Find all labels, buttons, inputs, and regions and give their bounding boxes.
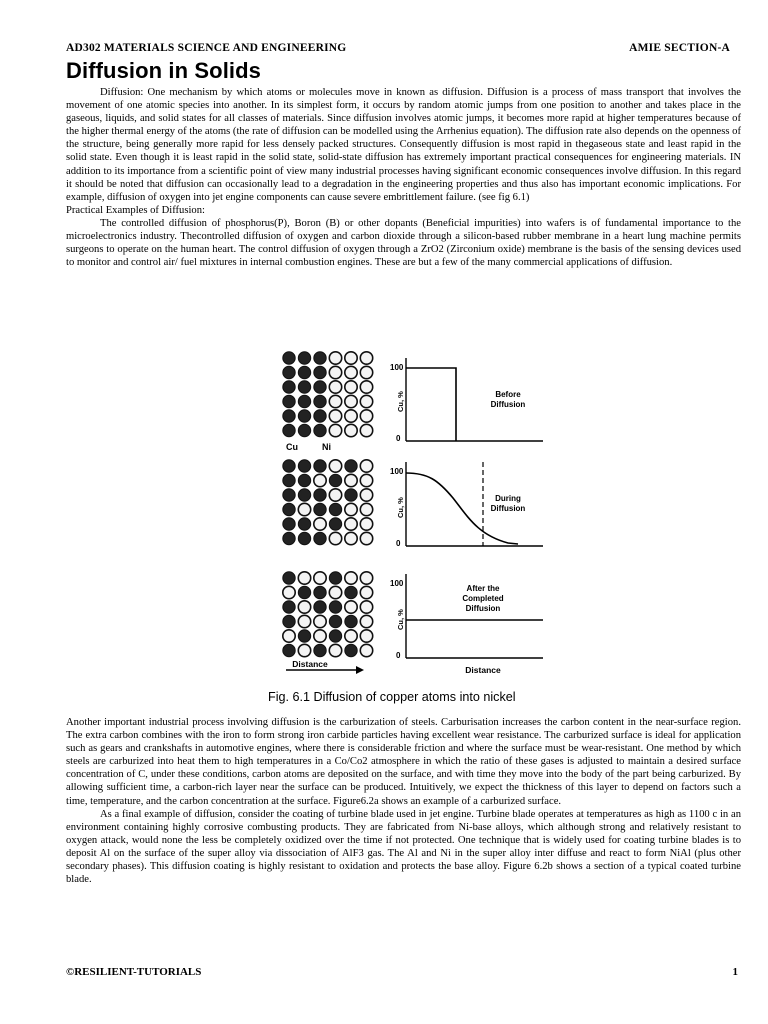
ni-atom bbox=[360, 572, 372, 584]
y-tick-100: 100 bbox=[390, 363, 404, 372]
ni-atom bbox=[329, 532, 341, 544]
ni-atom bbox=[360, 503, 372, 515]
cu-atom bbox=[314, 366, 326, 378]
cu-atom bbox=[314, 586, 326, 598]
cu-atom bbox=[283, 474, 295, 486]
paragraph-carburization: Another important industrial process involving diffusion is the carburization of steels. Carburisation increases the carbon content in the near-surface region. The extra carbon combines with the iron to form strong iron carbide particles having excellent wear resistance. The carburized surface is ideal for application such as gears and crankshafts in automotive engines, where there is considerable friction and where the surface must be wear-resistant. One method by which steels are carburized into heat them to high temperatures in a Co/Co2 atmosphere in which the ratio of these gases is adjusted to maintain a desired surface concentration of C, under these conditions, carbon atoms are deposited on the surface, and with time they move into the body of the part being carburized. By allowing sufficient time, a carbon-rich layer near the surface can be produced. Intuitively, we expect the thickness of this layer to depend on factors such a time, temperature, and the carbon concentration at the surface. Figure6.2a shows an example of a carburized surface. bbox=[66, 717, 741, 807]
cu-atom bbox=[345, 586, 357, 598]
ni-atom bbox=[360, 601, 372, 613]
ni-atom bbox=[345, 630, 357, 642]
cu-atom bbox=[314, 532, 326, 544]
cu-atom bbox=[298, 518, 310, 530]
cu-atom bbox=[345, 489, 357, 501]
ni-atom bbox=[360, 410, 372, 422]
cu-atom bbox=[314, 601, 326, 613]
paragraph-diffusion-definition: Diffusion: One mechanism by which atoms or molecules move in known as diffusion. Diffusion is a process of mass transport that involves the movement of one atomic species into another. In its simplest form, it occurs by random atomic jumps from one position to another and takes place in the gaseous, liquids, and solid states for all classes of materials. Since diffusion involves atomic jumps, it becomes more rapid at higher temperatures because of the higher thermal energy of the atoms (the rate of diffusion can be modelled using the Arrhenius equation). The diffusion rate also depends on the openness of the structure, being generally more rapid for less densely packed structures. Consequently diffusion is most rapid in thegaseous state and least rapid in the solid state. Even though it is least rapid in the solid state, solid-state diffusion has extremely important practical consequences for engineering materials. IN addition to its importance from a scientific point of view many industrial processes having significant economic consequences involve diffusion. In this regard it should be noted that diffusion can occasionally lead to a degradation in the engineering properties and thus also has important economic implications. For example, diffusion of oxygen into jet engine components can cause severe embrittlement failure. (see fig 6.1) bbox=[66, 87, 741, 203]
cu-atom bbox=[329, 474, 341, 486]
cu-atom bbox=[298, 424, 310, 436]
ni-atom bbox=[360, 615, 372, 627]
ni-atom bbox=[329, 352, 341, 364]
ni-atom bbox=[329, 395, 341, 407]
y-axis-label: Cu, % bbox=[396, 497, 405, 518]
ni-atom bbox=[329, 489, 341, 501]
ni-atom bbox=[329, 410, 341, 422]
ni-atom bbox=[298, 615, 310, 627]
course-title: AD302 MATERIALS SCIENCE AND ENGINEERING bbox=[66, 42, 347, 54]
cu-atom bbox=[283, 366, 295, 378]
ni-atom bbox=[360, 489, 372, 501]
page-header bbox=[66, 42, 730, 58]
cu-atom bbox=[314, 410, 326, 422]
ni-atom bbox=[345, 532, 357, 544]
cu-atom bbox=[298, 630, 310, 642]
ni-atom bbox=[345, 395, 357, 407]
ni-atom bbox=[360, 532, 372, 544]
ni-atom bbox=[298, 572, 310, 584]
ni-atom bbox=[283, 630, 295, 642]
cu-atom bbox=[314, 352, 326, 364]
paragraph-turbine-blade: As a final example of diffusion, consider the coating of turbine blade used in jet engine. Turbine blade operates at temperatures as high as 1100 c in an environment containing highly corrosive combusting products. They are fabricated from Ni-base alloys, which although strong and relatively resistant to oxygen attack, would none the less be completely oxidized over the time if not protected. One technique that is widely used for coating turbine blades is to deposit Al on the surface of the super alloy via dissociation of AlF3 gas. The Al and Ni in the super alloy inter diffuse and react to form NiAl (plus other secondary phases). This diffusion coating is highly resistant to oxidation and protects the base alloy. Figure 6.2b shows a section of a typical coated turbine blade. bbox=[66, 808, 741, 886]
intro-text bbox=[66, 86, 741, 269]
page-footer bbox=[66, 966, 738, 982]
y-tick-100: 100 bbox=[390, 467, 404, 476]
cu-atom bbox=[314, 395, 326, 407]
cu-atom bbox=[283, 395, 295, 407]
ni-atom bbox=[360, 474, 372, 486]
ni-atom bbox=[360, 395, 372, 407]
ni-atom bbox=[345, 518, 357, 530]
distance-arrow-head bbox=[356, 666, 364, 674]
cu-atom bbox=[329, 615, 341, 627]
ni-atom bbox=[314, 630, 326, 642]
panel-before-line1: Before bbox=[495, 390, 521, 399]
panel-after-line1: After the bbox=[466, 584, 500, 593]
graph-before-diffusion bbox=[390, 358, 543, 443]
cu-atom bbox=[314, 489, 326, 501]
cu-atom bbox=[314, 460, 326, 472]
panel-during-line2: Diffusion bbox=[490, 504, 526, 513]
ni-atom bbox=[345, 572, 357, 584]
cu-atom bbox=[314, 503, 326, 515]
cu-atom bbox=[298, 489, 310, 501]
ni-atom bbox=[360, 366, 372, 378]
y-axis-label: Cu, % bbox=[396, 609, 405, 630]
cu-atom bbox=[298, 474, 310, 486]
x-axis-label-grid: Distance bbox=[292, 659, 328, 669]
cu-atom bbox=[298, 460, 310, 472]
cu-atom bbox=[345, 644, 357, 656]
ni-atom bbox=[329, 366, 341, 378]
ni-atom bbox=[345, 366, 357, 378]
cu-atom bbox=[283, 518, 295, 530]
ni-atom bbox=[329, 644, 341, 656]
cu-atom bbox=[298, 381, 310, 393]
panel-during-line1: During bbox=[495, 494, 521, 503]
cu-atom bbox=[345, 460, 357, 472]
ni-atom bbox=[314, 615, 326, 627]
cu-atom bbox=[283, 489, 295, 501]
cu-atom bbox=[329, 601, 341, 613]
cu-atom bbox=[314, 424, 326, 436]
ni-atom bbox=[314, 474, 326, 486]
ni-atom bbox=[360, 381, 372, 393]
ni-atom bbox=[314, 518, 326, 530]
cu-atom bbox=[283, 615, 295, 627]
cu-atom bbox=[283, 424, 295, 436]
ni-atom bbox=[329, 586, 341, 598]
cu-atom bbox=[283, 352, 295, 364]
footer-copyright: ©RESILIENT-TUTORIALS bbox=[66, 966, 202, 978]
cu-atom bbox=[329, 572, 341, 584]
cu-atom bbox=[314, 381, 326, 393]
cu-atom bbox=[283, 410, 295, 422]
continued-text bbox=[66, 716, 741, 886]
figure-diffusion-diagram bbox=[278, 340, 548, 682]
graph-during-diffusion bbox=[390, 462, 543, 548]
ni-atom bbox=[314, 572, 326, 584]
ni-atom bbox=[345, 503, 357, 515]
page-title: Diffusion in Solids bbox=[66, 58, 262, 83]
graph-after-diffusion bbox=[390, 574, 543, 675]
cu-atom bbox=[283, 532, 295, 544]
ni-atom bbox=[329, 424, 341, 436]
y-tick-0: 0 bbox=[396, 651, 401, 660]
cu-atom bbox=[298, 395, 310, 407]
cu-atom bbox=[283, 503, 295, 515]
cu-atom bbox=[298, 586, 310, 598]
ni-atom bbox=[298, 644, 310, 656]
section-label: AMIE SECTION-A bbox=[629, 42, 730, 54]
panel-after-line3: Diffusion bbox=[465, 604, 501, 613]
ni-atom bbox=[345, 352, 357, 364]
y-axis-label: Cu, % bbox=[396, 391, 405, 412]
cu-atom bbox=[283, 572, 295, 584]
panel-before-line2: Diffusion bbox=[490, 400, 526, 409]
cu-atom bbox=[283, 381, 295, 393]
ni-atom bbox=[360, 424, 372, 436]
ni-atom bbox=[329, 460, 341, 472]
cu-atom bbox=[298, 352, 310, 364]
cu-atom bbox=[314, 644, 326, 656]
cu-atom bbox=[298, 366, 310, 378]
ni-atom bbox=[283, 586, 295, 598]
ni-atom bbox=[360, 644, 372, 656]
ni-atom bbox=[360, 518, 372, 530]
cu-atom bbox=[329, 503, 341, 515]
cu-atom bbox=[329, 630, 341, 642]
y-tick-100: 100 bbox=[390, 579, 404, 588]
y-tick-0: 0 bbox=[396, 434, 401, 443]
ni-label: Ni bbox=[322, 442, 331, 452]
ni-atom bbox=[360, 630, 372, 642]
ni-atom bbox=[298, 601, 310, 613]
ni-atom bbox=[345, 601, 357, 613]
cu-atom bbox=[345, 615, 357, 627]
cu-atom bbox=[283, 644, 295, 656]
cu-atom bbox=[298, 532, 310, 544]
paragraph-practical-examples: The controlled diffusion of phosphorus(P), Boron (B) or other dopants (Beneficial impurities) into wafers is of fundamental importance to the microelectronics industry. Thecontrolled diffusion of oxygen and carbon dioxide through a silicon-based rubber membrane in a heart lung machine permits surgeons to operate on the human heart. The control diffusion of oxygen through a ZrO2 (Zirconium oxide) membrane is the basis of the sensing devices used to monitor and control air/ fuel mixtures in internal combustion engines. These are but a few of the many commercial applications of diffusion. bbox=[66, 217, 741, 269]
atom-grids bbox=[283, 352, 373, 657]
cu-label: Cu bbox=[286, 442, 298, 452]
figure-caption: Fig. 6.1 Diffusion of copper atoms into nickel bbox=[268, 690, 516, 704]
x-axis-label-graph: Distance bbox=[465, 665, 501, 675]
y-tick-0: 0 bbox=[396, 539, 401, 548]
ni-atom bbox=[360, 460, 372, 472]
ni-atom bbox=[345, 474, 357, 486]
ni-atom bbox=[360, 352, 372, 364]
panel-after-line2: Completed bbox=[462, 594, 504, 603]
ni-atom bbox=[329, 381, 341, 393]
ni-atom bbox=[360, 586, 372, 598]
ni-atom bbox=[345, 424, 357, 436]
page-number: 1 bbox=[732, 966, 738, 978]
cu-atom bbox=[283, 601, 295, 613]
ni-atom bbox=[345, 410, 357, 422]
cu-atom bbox=[329, 518, 341, 530]
cu-atom bbox=[283, 460, 295, 472]
cu-atom bbox=[298, 410, 310, 422]
practical-examples-heading: Practical Examples of Diffusion: bbox=[66, 204, 205, 216]
ni-atom bbox=[298, 503, 310, 515]
ni-atom bbox=[345, 381, 357, 393]
